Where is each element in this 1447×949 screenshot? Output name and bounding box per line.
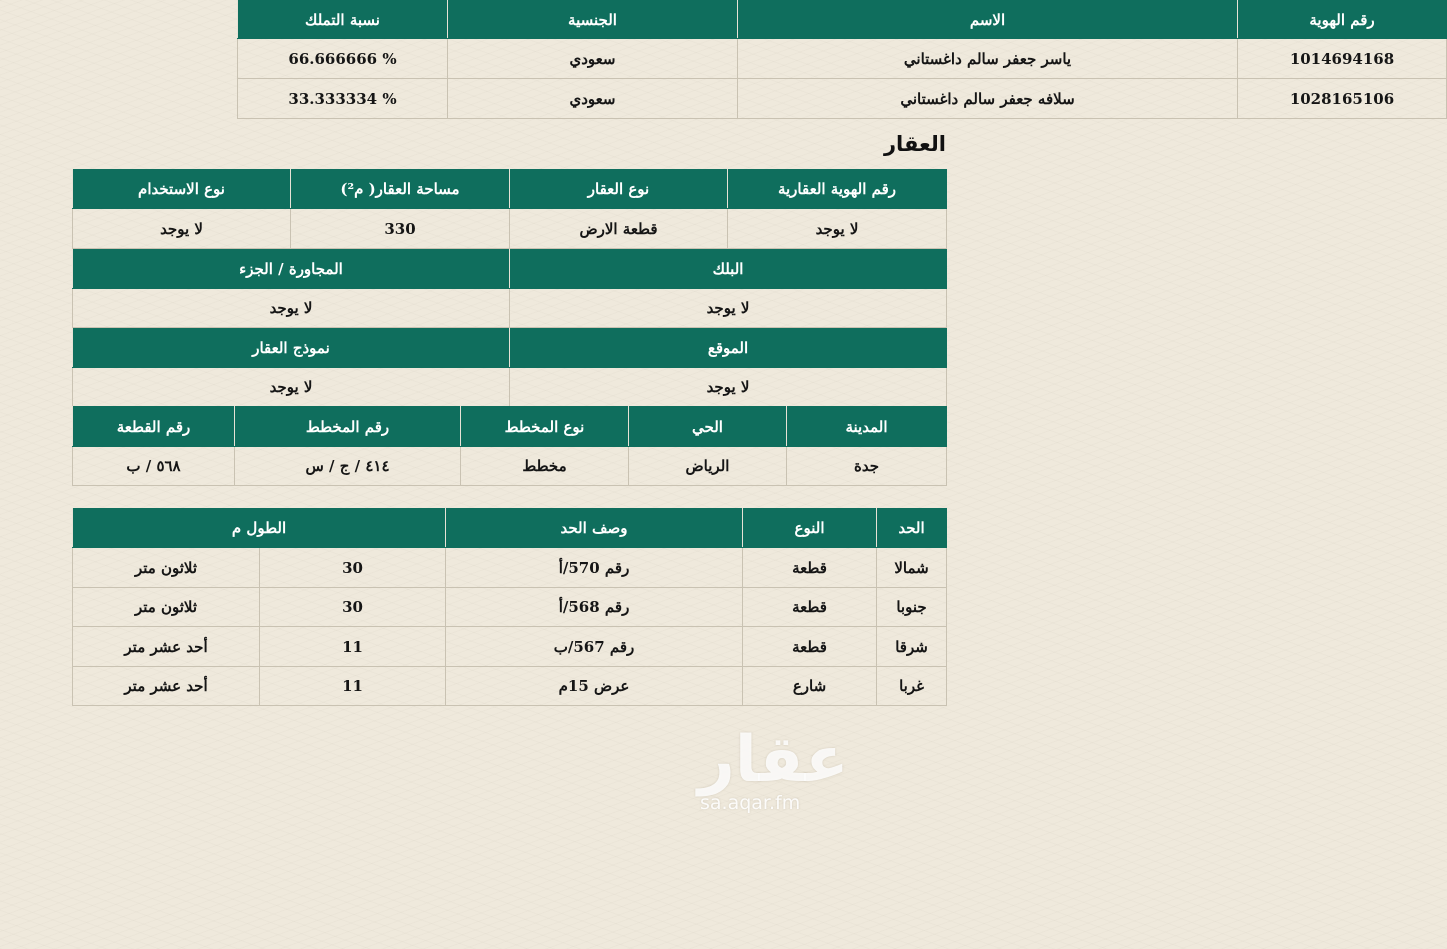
header-neighborhood-part: المجاورة / الجزء bbox=[73, 250, 510, 289]
property-table-4 bbox=[72, 406, 947, 486]
owner-id: 1028165106 bbox=[1238, 79, 1447, 119]
table-row bbox=[73, 588, 947, 627]
boundary-direction: شرقا bbox=[877, 627, 947, 667]
owner-name: سلافه جعفر سالم داغستاني bbox=[738, 79, 1238, 119]
table-row bbox=[73, 627, 947, 667]
header-property-id: رقم الهوية العقارية bbox=[728, 170, 947, 209]
boundary-type: قطعة bbox=[743, 548, 877, 588]
header-location: الموقع bbox=[510, 329, 947, 368]
value-location: لا يوجد bbox=[510, 368, 947, 407]
table-row bbox=[73, 548, 947, 588]
value-city: جدة bbox=[787, 447, 947, 486]
boundary-type: شارع bbox=[743, 667, 877, 706]
table-row bbox=[73, 39, 1447, 79]
owner-nationality: سعودي bbox=[448, 79, 738, 119]
value-plan-number: ٤١٤ / ج / س bbox=[235, 447, 461, 486]
table-row bbox=[73, 289, 947, 328]
value-plot-number: ٥٦٨ / ب bbox=[73, 447, 235, 486]
boundary-description: رقم 568/أ bbox=[446, 588, 743, 627]
header-plan-number: رقم المخطط bbox=[235, 407, 461, 447]
owner-name: ياسر جعفر سالم داغستاني bbox=[738, 39, 1238, 79]
boundary-description: عرض 15م bbox=[446, 667, 743, 706]
table-row bbox=[73, 209, 947, 249]
watermark-url: sa.aqar.fm bbox=[700, 792, 801, 814]
table-row bbox=[73, 368, 947, 407]
header-block: البلك bbox=[510, 250, 947, 289]
owner-share: 33.333334 % bbox=[238, 79, 448, 119]
owners-header-name: الاسم bbox=[738, 1, 1238, 39]
boundary-length-number: 11 bbox=[260, 667, 446, 706]
boundary-length-words: أحد عشر متر bbox=[73, 667, 260, 706]
header-district: الحي bbox=[629, 407, 787, 447]
boundary-direction: شمالا bbox=[877, 548, 947, 588]
boundary-type: قطعة bbox=[743, 588, 877, 627]
value-usage-type: لا يوجد bbox=[73, 209, 291, 249]
owners-table bbox=[72, 0, 1447, 119]
boundaries-table bbox=[72, 508, 947, 706]
header-plan-type: نوع المخطط bbox=[461, 407, 629, 447]
value-block: لا يوجد bbox=[510, 289, 947, 328]
boundary-length-number: 11 bbox=[260, 627, 446, 667]
owner-id: 1014694168 bbox=[1238, 39, 1447, 79]
owner-share: 66.666666 % bbox=[238, 39, 448, 79]
owners-header-id: رقم الهوية bbox=[1238, 1, 1447, 39]
table-row bbox=[73, 447, 947, 486]
value-neighborhood-part: لا يوجد bbox=[73, 289, 510, 328]
property-table-2 bbox=[72, 249, 947, 328]
value-property-area: 330 bbox=[291, 209, 510, 249]
header-city: المدينة bbox=[787, 407, 947, 447]
boundary-description: رقم 567/ب bbox=[446, 627, 743, 667]
watermark-logo: عقار bbox=[698, 723, 849, 797]
boundary-direction: غربا bbox=[877, 667, 947, 706]
value-property-id: لا يوجد bbox=[728, 209, 947, 249]
header-property-type: نوع العقار bbox=[510, 170, 728, 209]
boundary-length-number: 30 bbox=[260, 548, 446, 588]
table-row bbox=[73, 79, 1447, 119]
section-title-property: العقار bbox=[883, 132, 946, 156]
header-boundary-type: النوع bbox=[743, 509, 877, 548]
boundary-length-words: ثلاثون متر bbox=[73, 548, 260, 588]
table-row bbox=[73, 667, 947, 706]
boundary-type: قطعة bbox=[743, 627, 877, 667]
header-boundary: الحد bbox=[877, 509, 947, 548]
value-district: الرياض bbox=[629, 447, 787, 486]
value-property-type: قطعة الارض bbox=[510, 209, 728, 249]
owner-nationality: سعودي bbox=[448, 39, 738, 79]
header-boundary-description: وصف الحد bbox=[446, 509, 743, 548]
value-plan-type: مخطط bbox=[461, 447, 629, 486]
header-plot-number: رقم القطعة bbox=[73, 407, 235, 447]
header-property-model: نموذج العقار bbox=[73, 329, 510, 368]
header-length: الطول م bbox=[73, 509, 446, 548]
property-table-3 bbox=[72, 328, 947, 407]
owners-header-nationality: الجنسية bbox=[448, 1, 738, 39]
boundary-description: رقم 570/أ bbox=[446, 548, 743, 588]
value-property-model: لا يوجد bbox=[73, 368, 510, 407]
boundary-direction: جنوبا bbox=[877, 588, 947, 627]
header-usage-type: نوع الاستخدام bbox=[73, 170, 291, 209]
boundary-length-words: أحد عشر متر bbox=[73, 627, 260, 667]
boundary-length-words: ثلاثون متر bbox=[73, 588, 260, 627]
header-property-area: مساحة العقار( م²) bbox=[291, 170, 510, 209]
boundary-length-number: 30 bbox=[260, 588, 446, 627]
owners-header-share: نسبة التملك bbox=[238, 1, 448, 39]
property-table-1 bbox=[72, 169, 947, 249]
